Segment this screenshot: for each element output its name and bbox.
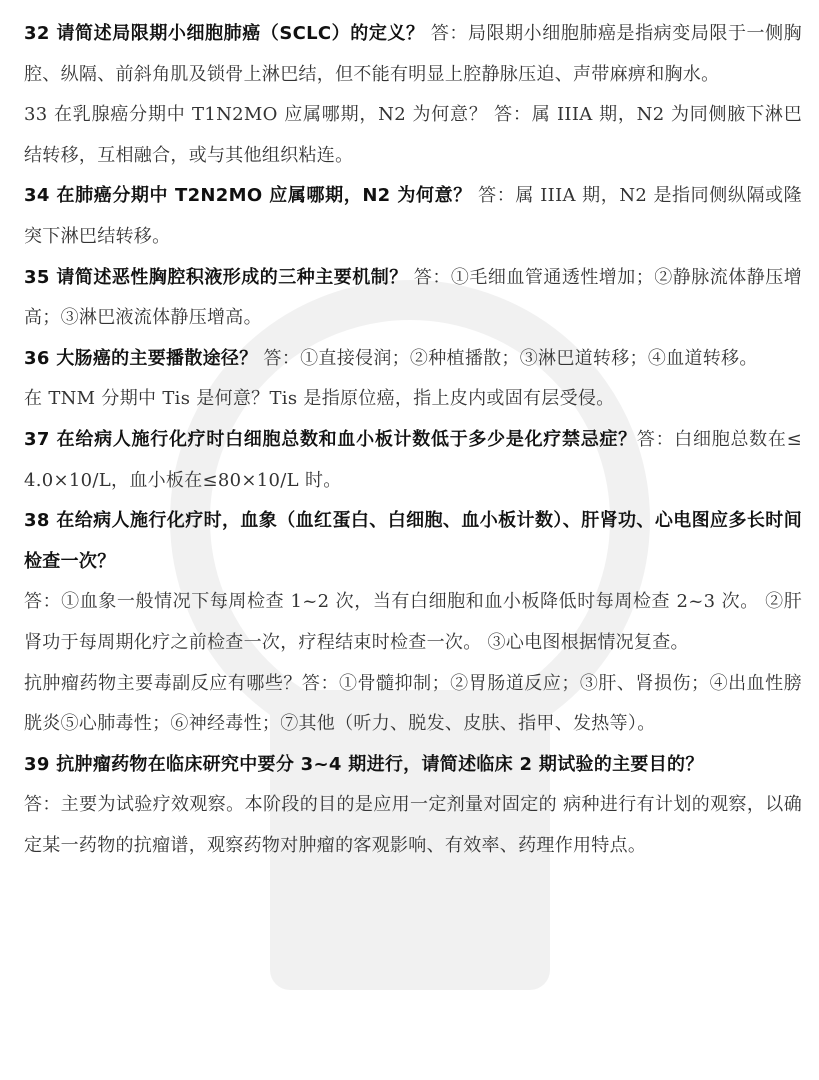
qa-36 — [24, 339, 802, 380]
question-answer-33: 33 在乳腺癌分期中 T1N2MO 应属哪期，N2 为何意？ 答：属 IIIA 期，N2 为同侧腋下淋巴结转移，互相融合，或与其他组织粘连。 — [24, 104, 802, 166]
qa-tnm — [24, 379, 802, 420]
qa-37 — [24, 420, 802, 501]
question-answer-tnm: 在 TNM 分期中 Tis 是何意？Tis 是指原位癌，指上皮内或固有层受侵。 — [24, 388, 615, 410]
document-body — [24, 14, 802, 866]
qa-toxicity — [24, 664, 802, 745]
answer-39: 答：主要为试验疗效观察。本阶段的目的是应用一定剂量对固定的 病种进行有计划的观察，以确定某一药物的抗瘤谱，观察药物对肿瘤的客观影响、有效率、药理作用特点。 — [24, 794, 802, 856]
qa-35 — [24, 258, 802, 339]
answer-35: 答：①毛细血管通透性增加；②静脉流体静压增高；③淋巴液流体静压增高。 — [24, 266, 802, 329]
qa-38-answer — [24, 582, 802, 663]
question-36: 36 大肠癌的主要播散途径？ — [24, 347, 258, 369]
answer-38: 答：①血象一般情况下每周检查 1~2 次，当有白细胞和血小板降低时每周检查 2~3 次。 ②肝肾功于每周期化疗之前检查一次，疗程结束时检查一次。 ③心电图根据情况复查。 — [24, 591, 802, 653]
question-38: 38 在给病人施行化疗时，血象（血红蛋白、白细胞、血小板计数）、肝肾功、心电图应多长时间检查一次？ — [24, 510, 802, 572]
answer-34: 答：属 IIIA 期，N2 是指同侧纵隔或隆突下淋巴结转移。 — [24, 185, 802, 247]
qa-39-answer — [24, 785, 802, 866]
answer-36: 答：①直接侵润；②种植播散；③淋巴道转移；④血道转移。 — [257, 347, 758, 369]
answer-37: 答：白细胞总数在≤4.0×10/L，血小板在≤80×10/L 时。 — [24, 428, 802, 491]
question-32: 32 请简述局限期小细胞肺癌（SCLC）的定义？ — [24, 23, 425, 44]
question-39: 39 抗肿瘤药物在临床研究中要分 3~4 期进行，请简述临床 2 期试验的主要目的？ — [24, 753, 704, 775]
qa-34 — [24, 176, 802, 257]
answer-32: 答：局限期小细胞肺癌是指病变局限于一侧胸腔、纵隔、前斜角肌及锁骨上淋巴结，但不能有明显上腔静脉压迫、声带麻痹和胸水。 — [24, 23, 802, 85]
question-35: 35 请简述恶性胸腔积液形成的三种主要机制？ — [24, 266, 408, 288]
qa-32 — [24, 14, 802, 95]
question-34: 34 在肺癌分期中 T2N2MO 应属哪期，N2 为何意？ — [24, 185, 472, 207]
qa-39-question — [24, 745, 802, 786]
question-answer-toxicity: 抗肿瘤药物主要毒副反应有哪些？答：①骨髓抑制；②胃肠道反应；③肝、肾损伤；④出血性膀胱炎⑤心肺毒性；⑥神经毒性；⑦其他（听力、脱发、皮肤、指甲、发热等）。 — [24, 672, 802, 735]
qa-33 — [24, 95, 802, 176]
qa-38-question — [24, 501, 802, 582]
question-37: 37 在给病人施行化疗时白细胞总数和血小板计数低于多少是化疗禁忌症？ — [24, 428, 637, 450]
